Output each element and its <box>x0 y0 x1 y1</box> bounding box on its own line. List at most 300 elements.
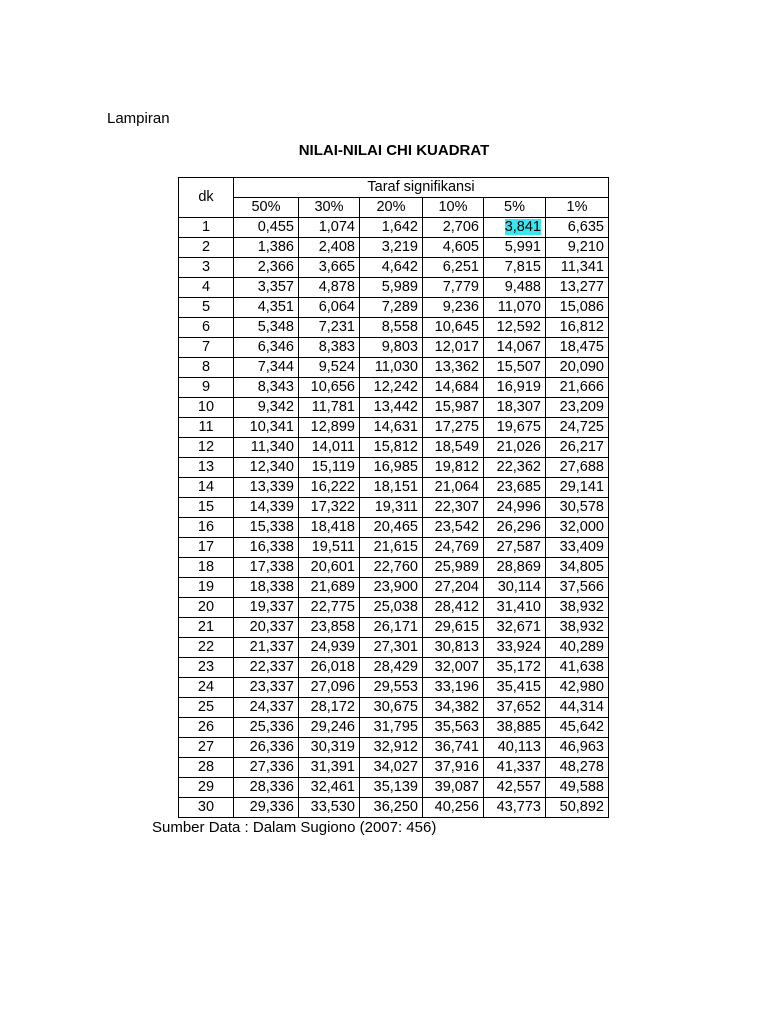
value-cell <box>234 438 299 458</box>
value-cell <box>546 518 609 538</box>
value-cell <box>360 238 423 258</box>
value-text: 15,812 <box>373 439 418 455</box>
value-text: 29,615 <box>434 619 479 635</box>
value-text: 15,086 <box>559 299 604 315</box>
table-row <box>179 518 609 538</box>
value-text: 31,795 <box>373 719 418 735</box>
dk-cell: 2 <box>179 238 234 258</box>
value-cell <box>234 538 299 558</box>
value-cell <box>484 438 546 458</box>
value-text: 14,631 <box>373 419 418 435</box>
value-cell <box>423 618 484 638</box>
value-cell <box>423 218 484 238</box>
dk-cell: 6 <box>179 318 234 338</box>
value-text: 11,030 <box>374 359 418 375</box>
value-cell <box>234 358 299 378</box>
value-text: 9,236 <box>442 299 479 315</box>
value-cell <box>484 678 546 698</box>
value-cell <box>423 638 484 658</box>
value-cell <box>299 398 360 418</box>
value-text: 7,344 <box>257 359 294 375</box>
value-text: 1,386 <box>257 239 294 255</box>
highlighted-value: 3,841 <box>504 219 541 235</box>
value-text: 4,351 <box>257 299 294 315</box>
value-text: 19,337 <box>249 599 294 615</box>
level-header-4: 5% <box>484 198 546 218</box>
value-text: 8,343 <box>257 379 294 395</box>
value-cell <box>484 358 546 378</box>
value-text: 16,812 <box>559 319 604 335</box>
value-text: 25,989 <box>434 559 479 575</box>
value-cell <box>234 218 299 238</box>
value-cell <box>299 778 360 798</box>
value-cell <box>546 418 609 438</box>
value-cell <box>360 618 423 638</box>
value-text: 40,256 <box>434 799 479 815</box>
dk-cell: 27 <box>179 738 234 758</box>
value-text: 44,314 <box>559 699 604 715</box>
table-row <box>179 398 609 418</box>
value-text: 28,412 <box>434 599 479 615</box>
value-text: 37,916 <box>434 759 479 775</box>
value-cell <box>546 738 609 758</box>
value-cell <box>484 538 546 558</box>
value-text: 39,087 <box>434 779 479 795</box>
table-row <box>179 238 609 258</box>
value-cell <box>299 478 360 498</box>
value-cell <box>484 258 546 278</box>
dk-cell: 11 <box>179 418 234 438</box>
value-text: 42,557 <box>496 779 541 795</box>
value-cell <box>234 338 299 358</box>
value-text: 6,346 <box>257 339 294 355</box>
value-cell <box>360 398 423 418</box>
value-cell <box>360 418 423 438</box>
value-text: 17,322 <box>310 499 355 515</box>
value-text: 36,741 <box>434 739 479 755</box>
value-cell <box>299 638 360 658</box>
dk-column-header: dk <box>179 178 234 218</box>
value-cell <box>546 618 609 638</box>
value-text: 28,172 <box>310 699 355 715</box>
value-cell <box>299 718 360 738</box>
value-cell <box>360 738 423 758</box>
value-text: 0,455 <box>257 219 294 235</box>
value-text: 9,488 <box>504 279 541 295</box>
value-cell <box>299 498 360 518</box>
value-cell <box>546 778 609 798</box>
value-cell <box>484 798 546 818</box>
value-text: 14,067 <box>496 339 541 355</box>
value-cell <box>299 238 360 258</box>
value-cell <box>423 398 484 418</box>
value-cell <box>360 758 423 778</box>
value-cell <box>360 378 423 398</box>
value-cell <box>423 538 484 558</box>
value-text: 15,507 <box>496 359 541 375</box>
value-text: 23,685 <box>496 479 541 495</box>
value-cell <box>423 298 484 318</box>
value-text: 26,336 <box>249 739 294 755</box>
table-row <box>179 338 609 358</box>
value-cell <box>299 578 360 598</box>
dk-cell: 16 <box>179 518 234 538</box>
value-cell <box>484 718 546 738</box>
value-cell <box>299 758 360 778</box>
table-row <box>179 658 609 678</box>
value-text: 2,366 <box>257 259 294 275</box>
value-text: 48,278 <box>559 759 604 775</box>
value-text: 50,892 <box>559 799 604 815</box>
value-text: 7,289 <box>381 299 418 315</box>
value-text: 36,250 <box>373 799 418 815</box>
value-cell <box>299 298 360 318</box>
value-text: 41,638 <box>559 659 604 675</box>
value-text: 35,139 <box>373 779 418 795</box>
value-text: 5,348 <box>257 319 294 335</box>
value-text: 2,706 <box>442 219 479 235</box>
value-text: 35,415 <box>496 679 541 695</box>
value-cell <box>234 378 299 398</box>
dk-cell: 14 <box>179 478 234 498</box>
table-row <box>179 358 609 378</box>
dk-cell: 5 <box>179 298 234 318</box>
value-cell <box>360 498 423 518</box>
value-cell <box>299 258 360 278</box>
value-cell <box>484 498 546 518</box>
value-text: 12,592 <box>496 319 541 335</box>
value-text: 24,769 <box>434 539 479 555</box>
table-row <box>179 618 609 638</box>
value-cell <box>423 438 484 458</box>
dk-cell: 17 <box>179 538 234 558</box>
value-text: 35,563 <box>434 719 479 735</box>
value-cell <box>234 678 299 698</box>
value-cell <box>360 458 423 478</box>
value-text: 8,383 <box>318 339 355 355</box>
value-cell <box>484 458 546 478</box>
value-text: 20,465 <box>373 519 418 535</box>
value-cell <box>423 318 484 338</box>
value-text: 23,209 <box>559 399 604 415</box>
value-cell <box>423 698 484 718</box>
table-row <box>179 558 609 578</box>
value-cell <box>234 778 299 798</box>
value-text: 27,204 <box>434 579 479 595</box>
level-header-5: 1% <box>546 198 609 218</box>
value-cell <box>360 598 423 618</box>
value-cell <box>484 478 546 498</box>
dk-cell: 8 <box>179 358 234 378</box>
value-cell <box>484 598 546 618</box>
value-cell <box>234 398 299 418</box>
table-body <box>179 218 609 818</box>
value-cell <box>234 638 299 658</box>
value-text: 18,151 <box>373 479 418 495</box>
value-cell <box>484 658 546 678</box>
table-row <box>179 258 609 278</box>
value-cell <box>423 758 484 778</box>
value-text: 45,642 <box>559 719 604 735</box>
value-cell <box>484 518 546 538</box>
value-cell <box>546 798 609 818</box>
value-cell <box>423 378 484 398</box>
value-cell <box>234 618 299 638</box>
value-text: 38,932 <box>559 599 604 615</box>
value-cell <box>484 698 546 718</box>
table-row <box>179 538 609 558</box>
value-text: 19,675 <box>496 419 541 435</box>
value-cell <box>360 678 423 698</box>
value-cell <box>360 638 423 658</box>
value-cell <box>484 758 546 778</box>
value-text: 21,064 <box>434 479 479 495</box>
value-text: 27,587 <box>496 539 541 555</box>
value-cell <box>484 218 546 238</box>
value-text: 14,684 <box>434 379 479 395</box>
value-cell <box>234 798 299 818</box>
value-text: 28,336 <box>249 779 294 795</box>
value-cell <box>484 418 546 438</box>
value-text: 1,074 <box>318 219 355 235</box>
value-text: 41,337 <box>496 759 541 775</box>
value-text: 33,530 <box>310 799 355 815</box>
value-text: 17,275 <box>434 419 479 435</box>
value-cell <box>299 458 360 478</box>
value-cell <box>423 658 484 678</box>
dk-cell: 7 <box>179 338 234 358</box>
value-text: 32,461 <box>310 779 355 795</box>
table-row <box>179 438 609 458</box>
value-text: 12,242 <box>373 379 418 395</box>
level-header-3: 10% <box>423 198 484 218</box>
value-cell <box>546 398 609 418</box>
value-text: 13,442 <box>373 399 418 415</box>
value-cell <box>234 738 299 758</box>
value-cell <box>423 358 484 378</box>
value-text: 26,018 <box>310 659 355 675</box>
value-text: 46,963 <box>559 739 604 755</box>
source-note: Sumber Data : Dalam Sugiono (2007: 456) <box>152 819 437 836</box>
dk-cell: 9 <box>179 378 234 398</box>
value-text: 32,000 <box>559 519 604 535</box>
table-row <box>179 798 609 818</box>
value-text: 30,578 <box>559 499 604 515</box>
value-text: 42,980 <box>559 679 604 695</box>
table-row <box>179 718 609 738</box>
dk-cell: 23 <box>179 658 234 678</box>
value-text: 10,341 <box>249 419 294 435</box>
value-cell <box>299 318 360 338</box>
value-cell <box>423 578 484 598</box>
value-text: 30,114 <box>497 579 541 595</box>
value-text: 10,656 <box>310 379 355 395</box>
value-text: 17,338 <box>249 559 294 575</box>
value-text: 30,675 <box>373 699 418 715</box>
value-text: 31,391 <box>310 759 355 775</box>
value-cell <box>234 518 299 538</box>
dk-cell: 13 <box>179 458 234 478</box>
value-cell <box>299 218 360 238</box>
dk-cell: 20 <box>179 598 234 618</box>
value-cell <box>360 298 423 318</box>
dk-cell: 18 <box>179 558 234 578</box>
value-cell <box>234 418 299 438</box>
value-cell <box>360 438 423 458</box>
value-text: 20,090 <box>559 359 604 375</box>
value-text: 34,382 <box>434 699 479 715</box>
value-cell <box>423 798 484 818</box>
value-text: 38,932 <box>559 619 604 635</box>
value-text: 9,210 <box>567 239 604 255</box>
value-cell <box>546 698 609 718</box>
value-cell <box>360 778 423 798</box>
table-row <box>179 598 609 618</box>
value-text: 26,296 <box>496 519 541 535</box>
value-text: 21,026 <box>496 439 541 455</box>
table-row <box>179 278 609 298</box>
value-cell <box>484 738 546 758</box>
value-text: 15,119 <box>311 459 355 475</box>
value-text: 21,615 <box>373 539 418 555</box>
value-cell <box>360 578 423 598</box>
value-text: 34,805 <box>559 559 604 575</box>
value-text: 23,900 <box>373 579 418 595</box>
value-text: 18,418 <box>310 519 355 535</box>
value-text: 29,141 <box>559 479 604 495</box>
value-text: 16,919 <box>496 379 541 395</box>
value-cell <box>484 298 546 318</box>
value-text: 9,803 <box>381 339 418 355</box>
level-header-0: 50% <box>234 198 299 218</box>
value-cell <box>546 338 609 358</box>
value-text: 18,338 <box>249 579 294 595</box>
value-text: 10,645 <box>434 319 479 335</box>
dk-cell: 22 <box>179 638 234 658</box>
value-text: 37,652 <box>496 699 541 715</box>
value-cell <box>546 278 609 298</box>
value-cell <box>234 718 299 738</box>
value-text: 14,339 <box>249 499 294 515</box>
value-cell <box>423 478 484 498</box>
value-text: 5,991 <box>504 239 541 255</box>
value-cell <box>484 398 546 418</box>
value-cell <box>484 238 546 258</box>
value-text: 43,773 <box>496 799 541 815</box>
dk-cell: 12 <box>179 438 234 458</box>
dk-cell: 19 <box>179 578 234 598</box>
value-cell <box>484 278 546 298</box>
value-text: 19,311 <box>374 499 418 515</box>
dk-cell: 30 <box>179 798 234 818</box>
value-cell <box>360 338 423 358</box>
value-cell <box>234 238 299 258</box>
value-cell <box>484 338 546 358</box>
value-text: 24,939 <box>310 639 355 655</box>
value-cell <box>360 698 423 718</box>
value-text: 3,665 <box>318 259 355 275</box>
value-text: 16,222 <box>310 479 355 495</box>
value-cell <box>423 458 484 478</box>
table-row <box>179 218 609 238</box>
table-row <box>179 698 609 718</box>
value-cell <box>234 258 299 278</box>
value-text: 16,338 <box>249 539 294 555</box>
value-text: 18,549 <box>434 439 479 455</box>
value-text: 23,542 <box>434 519 479 535</box>
value-text: 19,812 <box>434 459 479 475</box>
value-cell <box>546 378 609 398</box>
value-cell <box>360 658 423 678</box>
value-text: 18,475 <box>559 339 604 355</box>
value-text: 49,588 <box>559 779 604 795</box>
value-text: 4,878 <box>318 279 355 295</box>
value-text: 3,357 <box>257 279 294 295</box>
value-cell <box>546 718 609 738</box>
value-text: 28,429 <box>373 659 418 675</box>
value-text: 21,689 <box>310 579 355 595</box>
dk-cell: 1 <box>179 218 234 238</box>
dk-cell: 26 <box>179 718 234 738</box>
value-cell <box>234 498 299 518</box>
value-cell <box>234 598 299 618</box>
value-text: 28,869 <box>496 559 541 575</box>
value-text: 3,219 <box>381 239 418 255</box>
level-header-2: 20% <box>360 198 423 218</box>
table-row <box>179 678 609 698</box>
value-cell <box>546 258 609 278</box>
value-text: 35,172 <box>496 659 541 675</box>
value-text: 29,553 <box>373 679 418 695</box>
table-row <box>179 378 609 398</box>
table-row <box>179 758 609 778</box>
value-cell <box>299 738 360 758</box>
value-text: 6,251 <box>442 259 479 275</box>
value-text: 7,779 <box>442 279 479 295</box>
value-cell <box>299 418 360 438</box>
value-text: 32,007 <box>434 659 479 675</box>
value-cell <box>484 578 546 598</box>
value-cell <box>299 558 360 578</box>
value-cell <box>360 718 423 738</box>
value-cell <box>423 418 484 438</box>
value-text: 7,231 <box>318 319 355 335</box>
dk-cell: 10 <box>179 398 234 418</box>
value-cell <box>299 438 360 458</box>
value-cell <box>299 538 360 558</box>
dk-cell: 3 <box>179 258 234 278</box>
value-cell <box>423 678 484 698</box>
value-cell <box>423 558 484 578</box>
value-cell <box>234 578 299 598</box>
value-cell <box>360 478 423 498</box>
value-cell <box>234 758 299 778</box>
value-cell <box>423 778 484 798</box>
value-cell <box>423 238 484 258</box>
value-text: 40,289 <box>559 639 604 655</box>
value-text: 26,171 <box>373 619 418 635</box>
value-text: 15,338 <box>249 519 294 535</box>
value-cell <box>546 298 609 318</box>
value-cell <box>299 338 360 358</box>
value-cell <box>546 458 609 478</box>
value-text: 33,196 <box>434 679 479 695</box>
value-text: 11,341 <box>560 259 604 275</box>
dk-cell: 25 <box>179 698 234 718</box>
page-title: NILAI-NILAI CHI KUADRAT <box>298 142 490 159</box>
value-cell <box>423 598 484 618</box>
value-text: 22,362 <box>496 459 541 475</box>
